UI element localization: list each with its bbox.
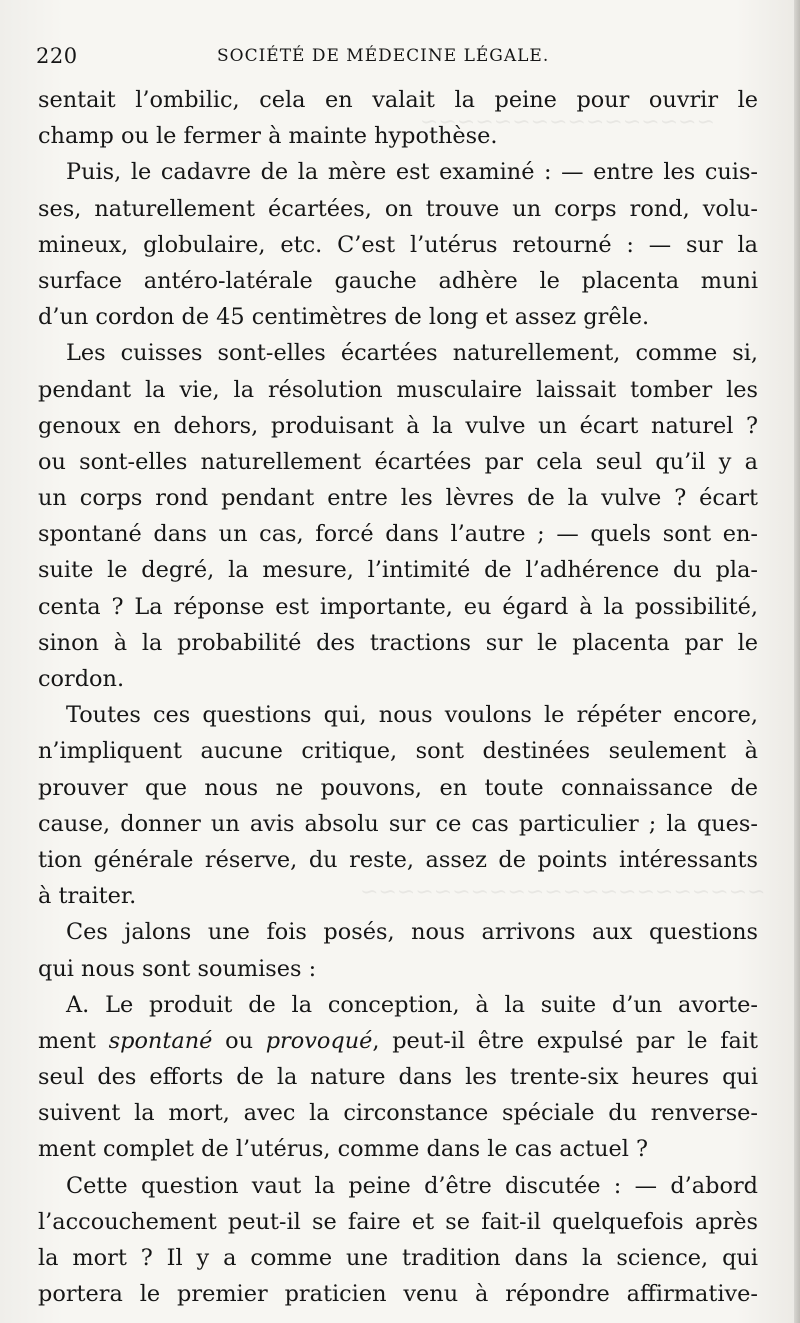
text-line: seul des efforts de la nature dans les trente-six heures qui xyxy=(38,1064,758,1091)
text-fragment: ou xyxy=(212,1027,266,1054)
text-line: sentait l’ombilic, cela en valait la peine pour ouvrir le xyxy=(38,87,758,113)
text-line: un corps rond pendant entre les lèvres de la vulve ? écart xyxy=(38,485,758,512)
text-line: portera le premier praticien venu à répondre affirmative- xyxy=(38,1281,758,1308)
page-number: 220 xyxy=(36,44,78,68)
text-line: Toutes ces questions qui, nous voulons le répéter encore, xyxy=(66,702,758,729)
text-line: à traiter. xyxy=(38,883,137,910)
text-line: Les cuisses sont-elles écartées naturellement, comme si, xyxy=(66,340,758,367)
text-line: spontané dans un cas, forcé dans l’autre ; — quels sont en- xyxy=(38,521,758,548)
text-line: ment complet de l’utérus, comme dans le cas actuel ? xyxy=(38,1136,649,1163)
bleed-through-decoration: ~~~~~~~~~~~~~~~~~~~~~~ xyxy=(360,880,766,905)
running-head: SOCIÉTÉ DE MÉDECINE LÉGALE. xyxy=(217,46,550,66)
text-line: pendant la vie, la résolution musculaire laissait tomber les xyxy=(38,376,758,403)
text-line: qui nous sont soumises : xyxy=(38,955,317,982)
body-text xyxy=(38,82,758,1312)
text-line: prouver que nous ne pouvons, en toute connaissance de xyxy=(38,774,758,801)
text-line: Puis, le cadavre de la mère est examiné : — entre les cuis- xyxy=(66,159,758,186)
italic-word-provoque: provoqué xyxy=(265,1027,373,1054)
text-line: tion générale réserve, du reste, assez de points intéressants xyxy=(38,846,758,873)
text-line: Ces jalons une fois posés, nous arrivons aux questions xyxy=(66,919,758,946)
text-line: d’un cordon de 45 centimètres de long et assez grêle. xyxy=(38,304,650,331)
text-line: centa ? La réponse est importante, eu égard à la possibilité, xyxy=(38,593,758,620)
text-line: Cette question vaut la peine d’être discutée : — d’abord xyxy=(66,1172,758,1199)
text-line: ou sont-elles naturellement écartées par cela seul qu’il y a xyxy=(38,448,758,475)
text-line: suite le degré, la mesure, l’intimité de l’adhérence du pla- xyxy=(38,557,758,584)
text-line: A. Le produit de la conception, à la suite d’un avorte- xyxy=(66,991,758,1018)
text-line: n’impliquent aucune critique, sont destinées seulement à xyxy=(38,738,758,765)
text-line: l’accouchement peut-il se faire et se fait-il quelquefois après xyxy=(38,1208,758,1235)
text-line: suivent la mort, avec la circonstance spéciale du renverse- xyxy=(38,1100,758,1127)
page-header xyxy=(36,40,756,72)
text-line: ses, naturellement écartées, on trouve un corps rond, volu- xyxy=(38,195,758,222)
text-line: la mort ? Il y a comme une tradition dans la science, qui xyxy=(38,1245,758,1271)
text-fragment: ment xyxy=(38,1027,109,1054)
text-line-italic xyxy=(38,1023,758,1059)
text-line: sinon à la probabilité des tractions sur le placenta par le xyxy=(38,629,758,656)
text-fragment: , peut-il être expulsé par le fait xyxy=(372,1027,758,1054)
text-line: cordon. xyxy=(38,666,125,692)
text-line: surface antéro-latérale gauche adhère le placenta muni xyxy=(38,267,758,294)
page-edge-shadow xyxy=(794,0,800,1323)
text-line: genoux en dehors, produisant à la vulve un écart naturel ? xyxy=(38,412,758,439)
text-line: champ ou le fermer à mainte hypothèse. xyxy=(38,123,498,150)
bleed-through-decoration: ~~~~~~~~~~~~~~~~ xyxy=(420,110,715,135)
text-line: mineux, globulaire, etc. C’est l’utérus retourné : — sur la xyxy=(38,231,758,258)
italic-word-spontane: spontané xyxy=(108,1027,213,1054)
text-line: cause, donner un avis absolu sur ce cas particulier ; la ques- xyxy=(38,810,758,837)
